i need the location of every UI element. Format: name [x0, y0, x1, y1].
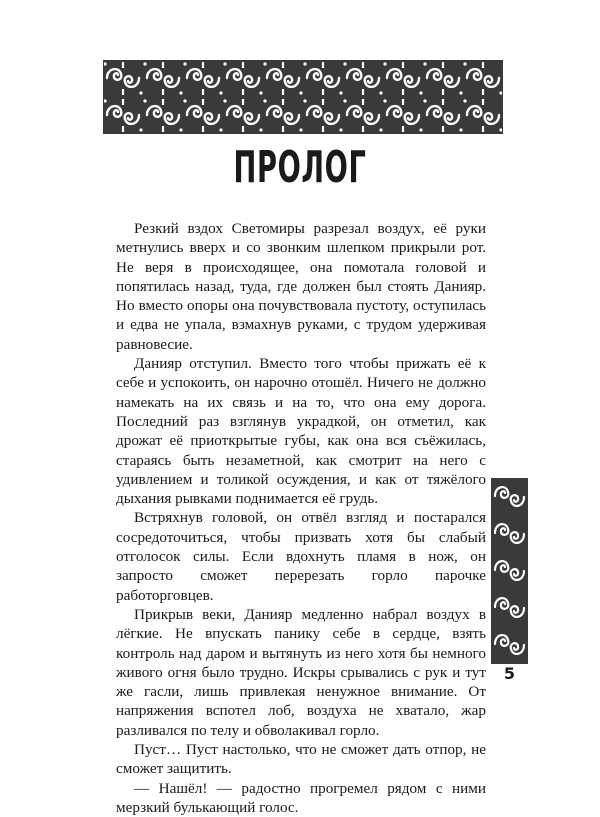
paragraph: Встряхнув головой, он отвёл взгляд и постарался сосредоточиться, чтобы призвать хотя бы слабый отголосок силы. Если вдохнуть пламя в нож, он запросто сможет перерезать горло парочке работорговцев.	[116, 509, 486, 604]
paragraph: — Нашёл! — радостно прогремел рядом с ними мерзкий булькающий голос.	[116, 779, 486, 816]
paragraph: Резкий вздох Светомиры разрезал воздух, её руки метнулись вверх и со звонким шлепком прикрыли рот. Не веря в происходящее, она помотала головой и попятилась назад, туда, где должен был стоять Данияр. Но вместо опоры она почувствовала пустоту, оступилась и едва не упала, взмахнув руками, с трудом удерживая равновесие.	[116, 220, 486, 353]
ornamental-side-border-icon	[491, 478, 528, 664]
ornamental-header-icon	[103, 60, 503, 134]
chapter-title: ПРОЛОГ	[233, 142, 367, 193]
paragraph: Пуст… Пуст настолько, что не сможет дать отпор, не сможет защитить.	[116, 741, 486, 778]
paragraph: Данияр отступил. Вместо того чтобы прижать её к себе и успокоить, он нарочно отошёл. Ничего не должно намекать на их связь и на то, что она ему дорога. Последний раз взглянув украдкой, он отметил, как дрожат её приоткрытые губы, как она вся съёжилась, стараясь быть незаметной, как смотрит на него с удивлением и толикой осуждения, и как от тяжёлого дыхания рывками поднимается её грудь.	[116, 355, 486, 508]
paragraph: Прикрыв веки, Данияр медленно набрал воздух в лёгкие. Не впускать панику себе в сердце, взять контроль над даром и вытянуть из него хотя бы немного живого огня было трудно. Искры срывались с рук и тут же гасли, лишь привлекая ненужное внимание. От напряжения вспотел лоб, воздуха не хватало, жар разливался по телу и обволакивал горло.	[116, 605, 486, 739]
page-number: 5	[503, 664, 516, 683]
body-text	[116, 219, 486, 817]
